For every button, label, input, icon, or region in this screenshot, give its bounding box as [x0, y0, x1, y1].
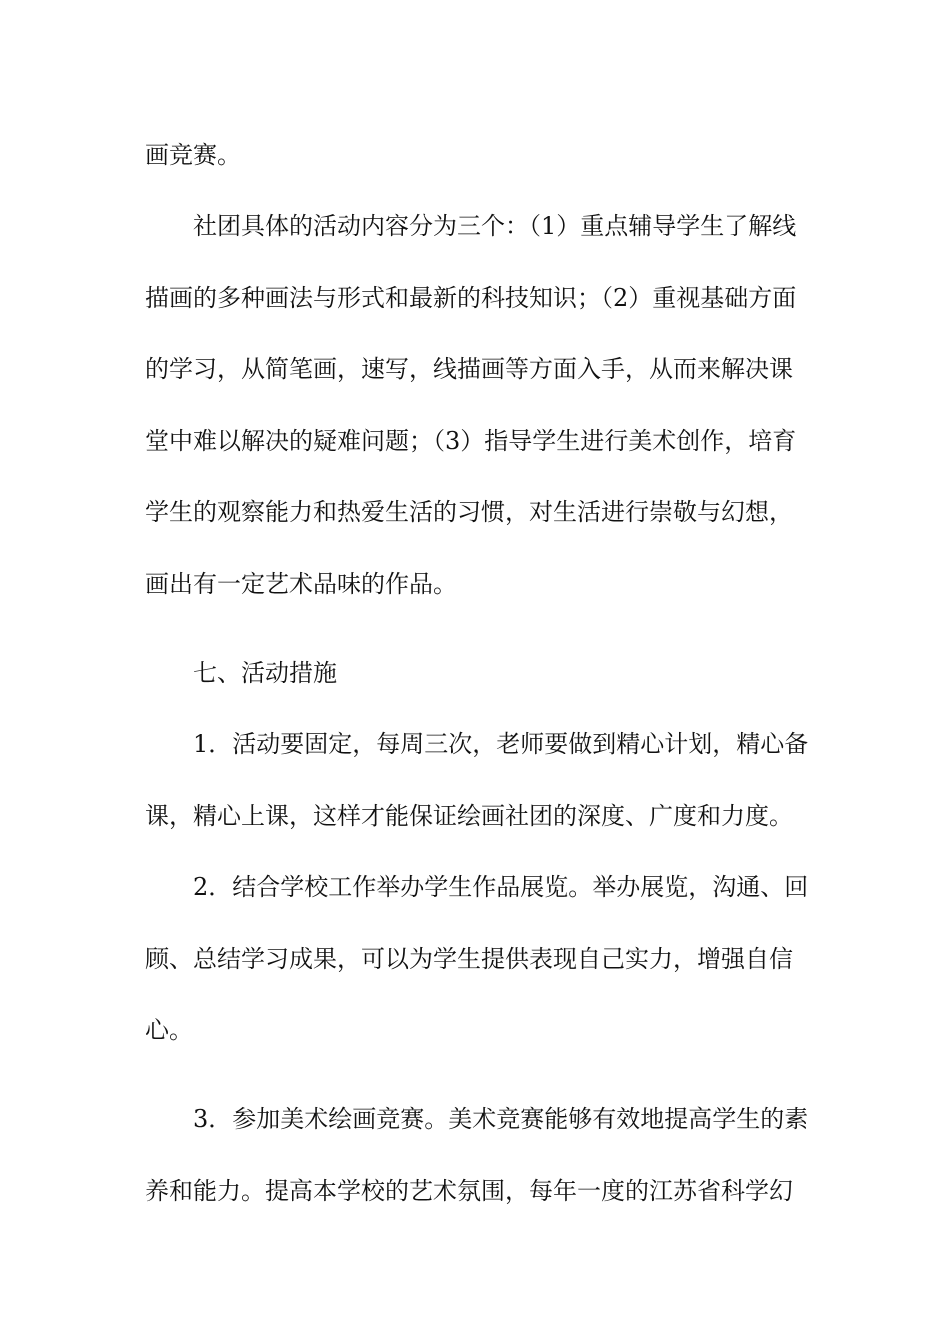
text-line: 画出有一定艺术品味的作品。	[145, 570, 457, 598]
text-line: 心。	[145, 1016, 193, 1044]
text-line: 2．结合学校工作举办学生作品展览。举办展览，沟通、回	[193, 873, 809, 901]
text-line: 堂中难以解决的疑难问题；（3）指导学生进行美术创作，培育	[145, 427, 797, 455]
text-line: 1．活动要固定，每周三次，老师要做到精心计划，精心备	[193, 730, 809, 758]
text-line: 顾、总结学习成果，可以为学生提供表现自己实力，增强自信	[145, 945, 793, 973]
text-line: 的学习，从简笔画，速写，线描画等方面入手，从而来解决课	[145, 355, 793, 383]
text-line: 养和能力。提高本学校的艺术氛围，每年一度的江苏省科学幻	[145, 1177, 793, 1205]
text-line: 描画的多种画法与形式和最新的科技知识；（2）重视基础方面	[145, 284, 797, 312]
text-line: 3．参加美术绘画竞赛。美术竞赛能够有效地提高学生的素	[193, 1105, 809, 1133]
text-line: 课，精心上课，这样才能保证绘画社团的深度、广度和力度。	[145, 802, 793, 830]
text-line: 画竞赛。	[145, 141, 241, 169]
text-line: 社团具体的活动内容分为三个：（1）重点辅导学生了解线	[193, 212, 797, 240]
text-line: 学生的观察能力和热爱生活的习惯，对生活进行崇敬与幻想，	[145, 498, 793, 526]
section-heading: 七、活动措施	[193, 659, 337, 687]
